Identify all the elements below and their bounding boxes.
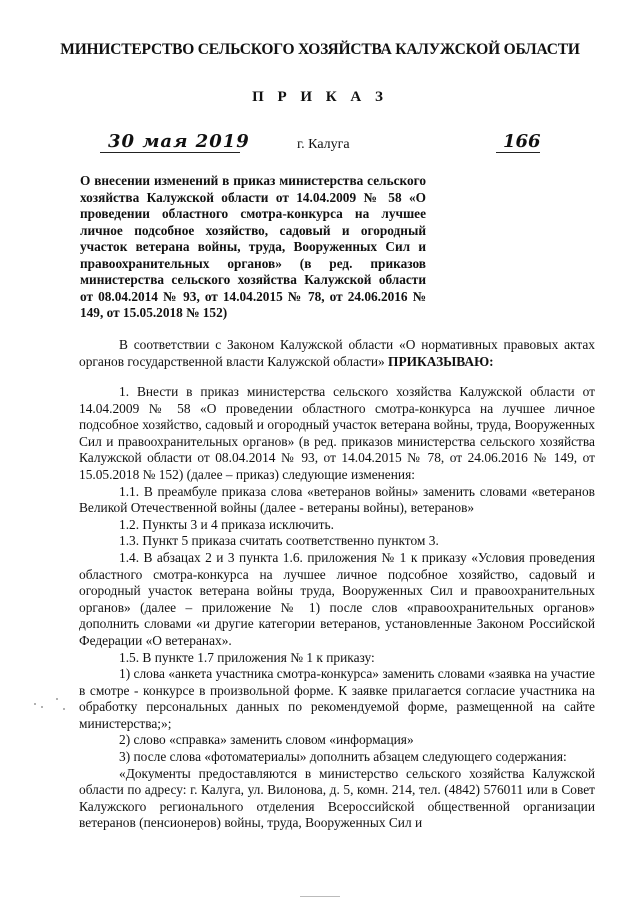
paragraph-1-3: 1.3. Пункт 5 приказа считать соответственно пунктом 3. [119,533,439,549]
paragraph-1-5: 1.5. В пункте 1.7 приложения № 1 к приказу: [119,649,375,665]
document-type: П Р И К А З [252,89,388,105]
paragraph-1: 1. Внести в приказ министерства сельского хозяйства Калужской области от 14.04.2009 № 58 «О проведении областного смотра-конкурса на лучшее личное подсобное хозяйство, садовый и огородный участок ветерана войны, труда, Вооруженных Сил и правоохранительных органов» (в ред. приказов министерства сельского хозяйства Калужской области от 08.04.2014 № 93, от 14.04.2015 № 78, от 24.06.2016 № 149, от 15.05.2018 № 152) (далее – приказ) следующие изменения: [79,384,595,482]
number-underline [496,152,540,153]
paragraph-1-1: 1.1. В преамбуле приказа слова «ветеранов войны» заменить словами «ветеранов Великой Отечественной войны (далее - ветераны войны), ветеранов» [79,483,595,516]
intro-text: В соответствии с Законом Калужской области «О нормативных правовых актах органов государственной власти Калужской области» [79,337,595,369]
paragraph-documents: «Документы предоставляются в министерство сельского хозяйства Калужской области по адресу: г. Калуга, ул. Вилонова, д. 5, комн. 214, тел. (4842) 576011 или в Совет Калужского регионального отделения Всероссийской общественной организации ветеранов (пенсионеров) войны, труда, Вооруженных Сил и [79,765,595,831]
order-title: О внесении изменений в приказ министерства сельского хозяйства Калужской области от 14.04.2009 № 58 «О проведении областного смотра-конкурса на лучшее личное подсобное хозяйство, садовый и огородный участок ветерана войны, труда, Вооруженных Сил и правоохранительных органов» (в ред. приказов министерства сельского хозяйства Калужской области от 08.04.2014 № 93, от 14.04.2015 № 78, от 24.06.2016 № 149, от 15.05.2018 № 152) [80,173,426,320]
paragraph-1-2: 1.2. Пункты 3 и 4 приказа исключить. [119,516,334,532]
paragraph-1-5-item-1: 1) слова «анкета участника смотра-конкурса» заменить словами «заявка на участие в смотре - конкурсе в произвольной форме. К заявке прилагается согласие участника на обработку персональных данных по рекомендуемой форме, размещенной на сайте министерства;»; [79,666,595,731]
paragraph-1-5-item-3: 3) после слова «фотоматериалы» дополнить абзацем следующего содержания: [119,749,567,765]
order-body [79,384,595,832]
paragraph-1-5-item-2: 2) слово «справка» заменить словом «информация» [119,732,414,748]
scan-speck [56,698,58,700]
ministry-header: МИНИСТЕРСТВО СЕЛЬСКОГО ХОЗЯЙСТВА КАЛУЖСКОЙ ОБЛАСТИ [60,41,580,58]
handwritten-number: 166 [503,131,541,152]
handwritten-date: 30 мая 2019 [108,131,250,152]
scan-mark [300,896,340,897]
command-word: ПРИКАЗЫВАЮ: [388,353,494,369]
paragraph-1-4: 1.4. В абзацах 2 и 3 пункта 1.6. приложения № 1 к приказу «Условия проведения областного смотра-конкурса на лучшее личное подсобное хозяйство, садовый и огородный участок ветерана войны труда, Вооруженных Сил и правоохранительных органов» (далее – приложение № 1) после слов «правоохранительных органов» дополнить словами «и другие категории ветеранов, установленные Законом Российской Федерации «О ветеранах». [79,549,595,648]
city-label: г. Калуга [297,137,350,152]
scan-speck [34,703,36,705]
intro-paragraph [79,337,595,370]
scan-speck [63,708,65,710]
scan-speck [41,706,43,708]
date-underline [100,152,240,153]
